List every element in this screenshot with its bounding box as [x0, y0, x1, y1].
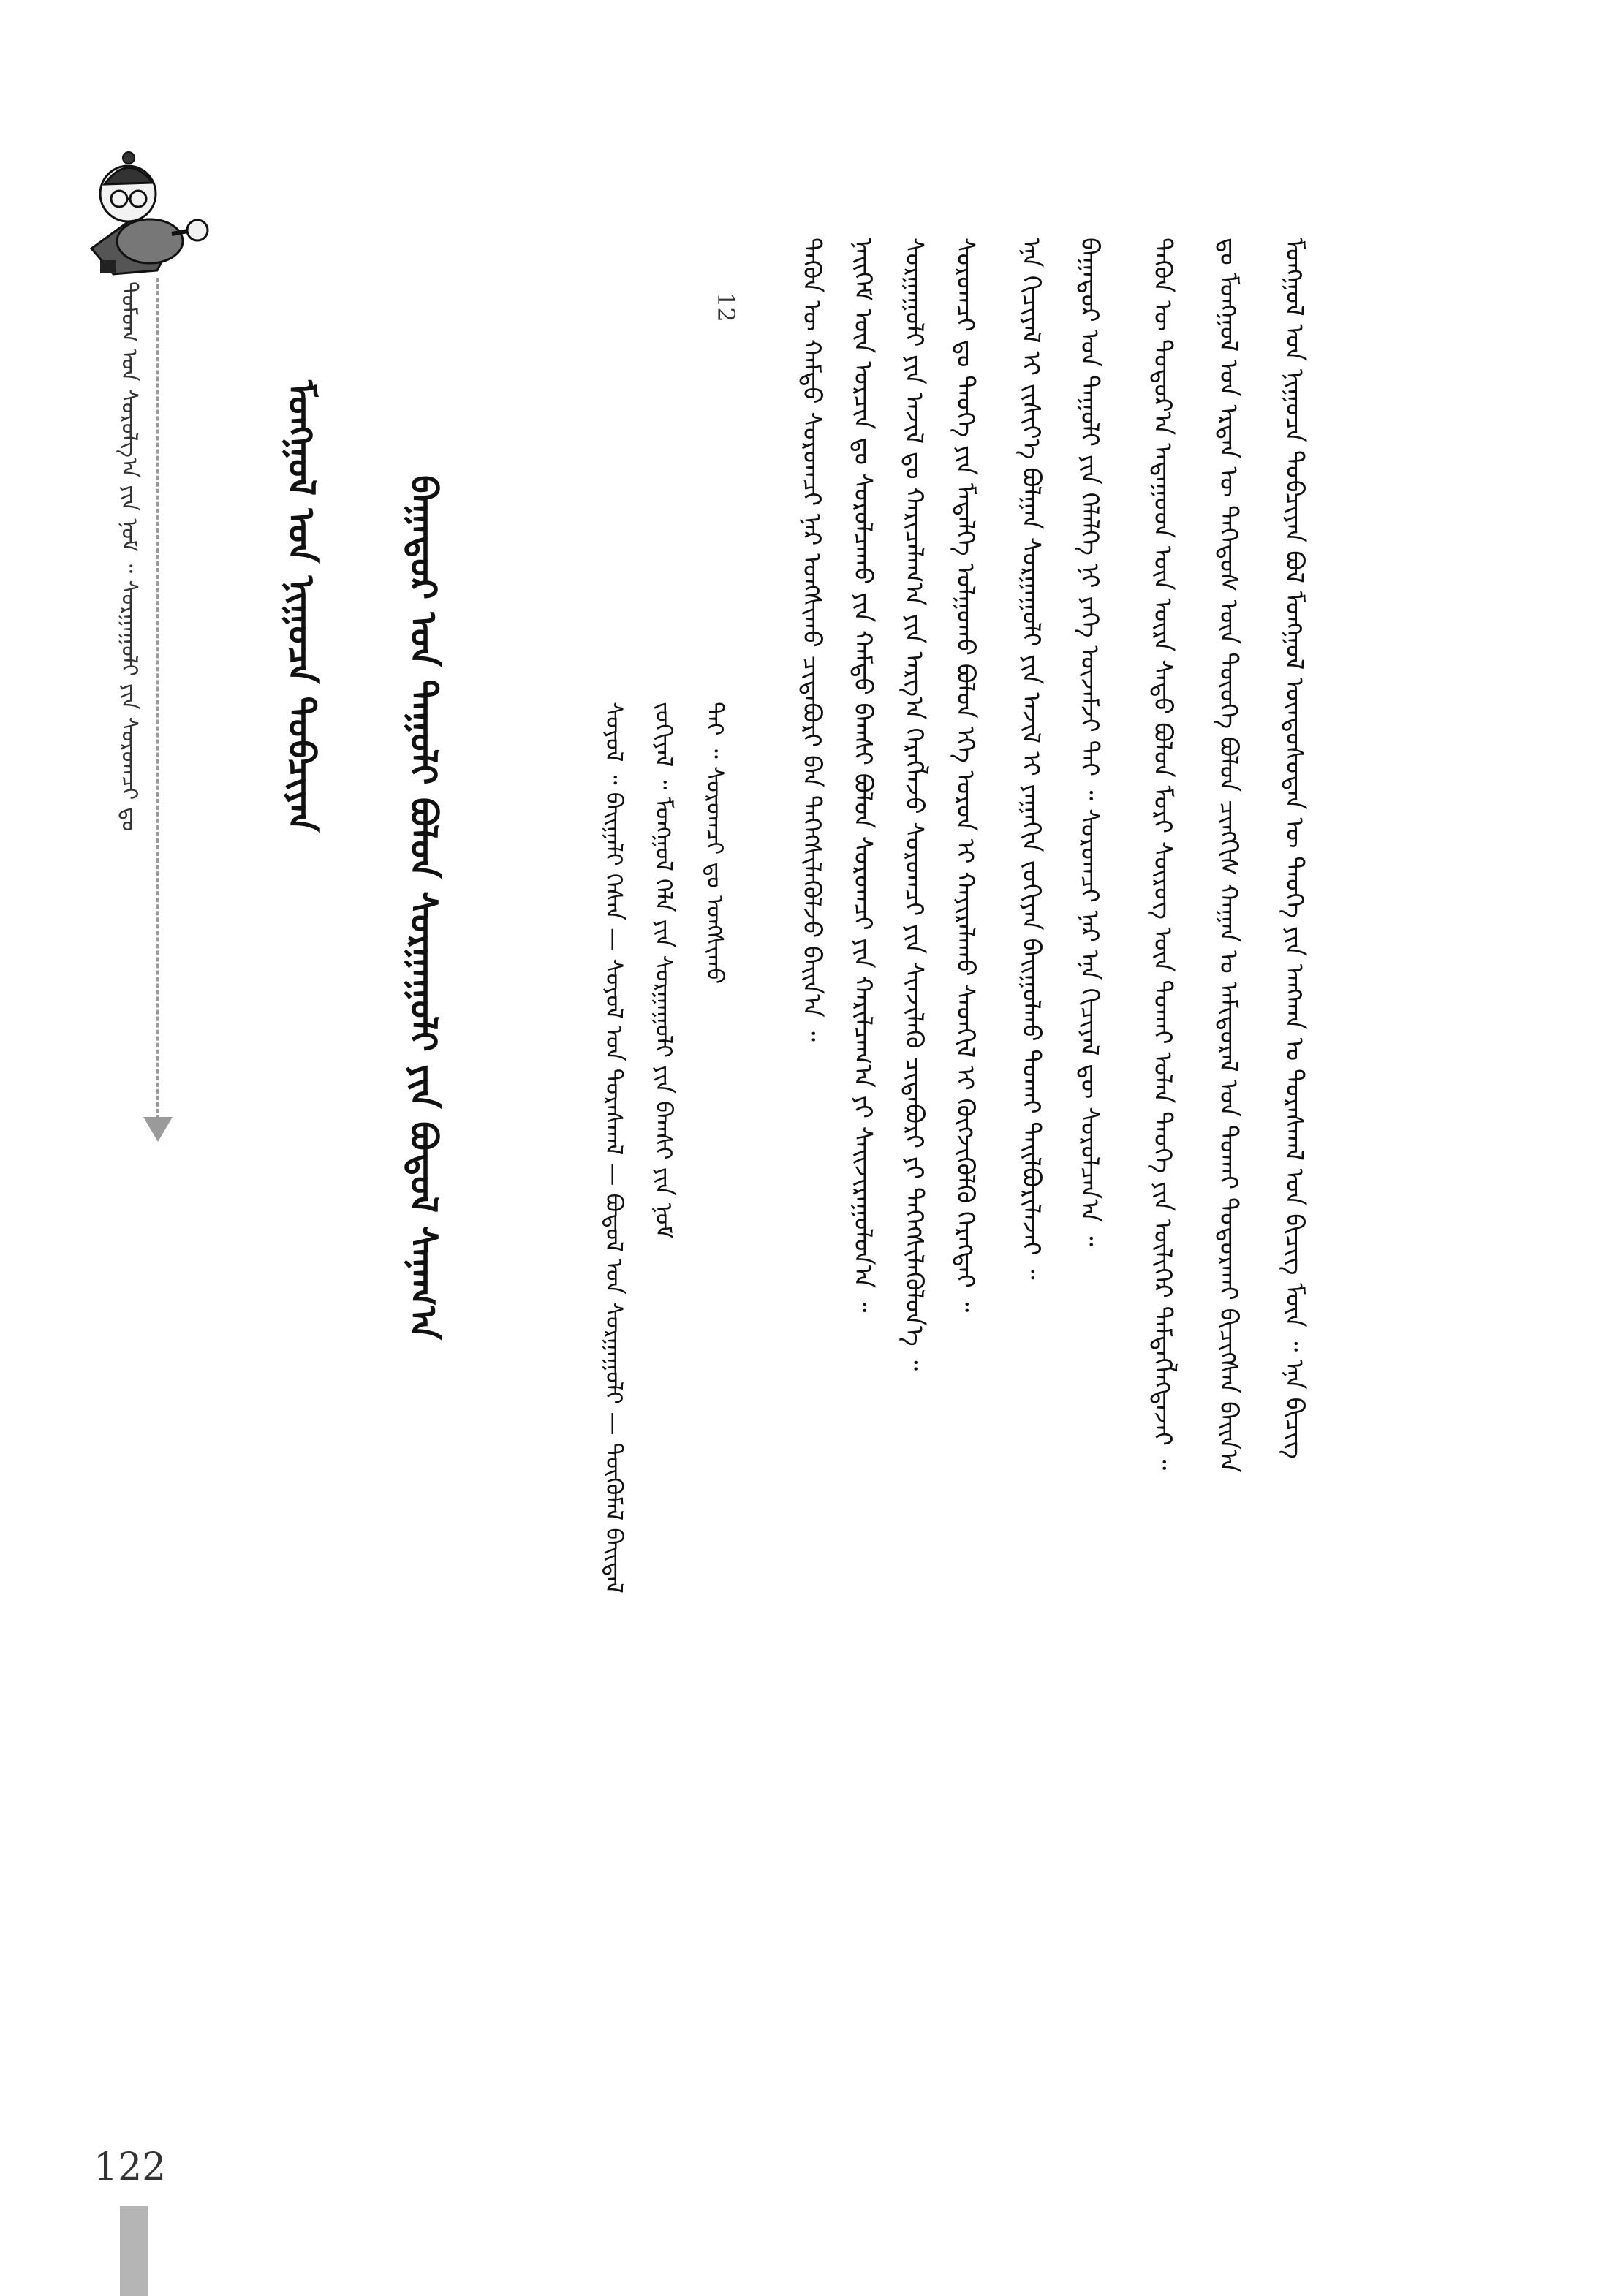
body-column: ᠲᠡᠭᠦᠨ ᠦ ᠳᠣᠲᠣᠷ᠎ᠠ ᠠᠳᠠᠭᠤᠳ ᠦᠨ ᠦᠷᠡ ᠰᠠᠳᠤ ᠪᠣᠯᠤᠨ ᠮᠣᠷᠢ ᠰᠦᠷᠦᠭ ᠦᠨ ᠲᠤᠬᠠᠢ ᠣᠯᠠᠨ ᠲᠡᠦᠬᠡ ᠶᠢᠨ ᠦᠯᠢᠭᠡᠷ ᠲᠡᠮᠳᠡᠭᠯᠡᠭᠳᠡᠵᠡᠢ ᠃	[1148, 238, 1177, 1471]
article-title-line-1: ᠮᠣᠩᠭᠣᠯ ᠤᠨ ᠨᠢᠭᠤᠴᠠ ᠲᠣᠪᠴᠢᠶᠠᠨ	[280, 380, 322, 833]
mascot-illustration	[62, 132, 230, 300]
body-column: ᠰᠤᠷᠭᠠᠭᠤᠯᠢ ᠶᠢᠨ ᠠᠵᠢᠯ ᠳᠤ ᠬᠠᠷᠢᠴᠠᠯᠠᠭ᠎ᠠ ᠶᠢᠨ ᠠᠷᠭ᠎ᠠ ᠬᠡᠷᠡᠭᠯᠡᠵᠦ ᠰᠤᠷᠤᠭᠴᠢ ᠶᠢᠨ ᠰᠢᠨᠵᠢᠯᠡᠬᠦ ᠴᠢᠳᠠᠪᠤᠷᠢ ᠶᠢ ᠳᠡᠭᠡᠭᠰᠢᠯᠡᠭᠦᠯᠦᠨ᠎ᠡ ᠃	[899, 238, 928, 1371]
body-column: ᠪᠠᠭᠠᠲᠤᠷ ᠤᠨ ᠲᠠᠭᠤᠯᠢ ᠶᠢᠨ ᠬᠡᠯᠡᠯᠭᠡ ᠨᠢ ᠶᠡᠬᠡ ᠦᠵᠡᠮᠵᠢ ᠲᠠᠢ ᠃ ᠰᠤᠷᠤᠭᠴᠢ ᠨᠠᠷ ᠡᠨᠡ ᠬᠢᠴᠢᠶᠡᠯ ᠳᠦ ᠰᠤᠷᠤᠯᠴᠠᠨ᠎ᠠ ᠃	[1075, 238, 1104, 1247]
article-author: ᠵᠣᠬᠢᠶᠠᠯ ᠃ ᠮᠣᠩᠭᠣᠯ ᠬᠡᠯᠡ ᠶᠢᠨ ᠰᠤᠷᠭᠠᠭᠤᠯᠢ ᠶᠢᠨ ᠪᠠᠭᠰᠢ ᠶᠢᠨ ᠨᠣᠮ	[650, 702, 678, 1239]
body-column: ᠨᠡᠢᠭᠡᠮ ᠦᠨ ᠣᠷᠴᠢᠨ ᠳᠤ ᠰᠤᠷᠤᠯᠴᠠᠬᠤ ᠶᠢᠨ ᠬᠠᠮᠲᠤ ᠪᠠᠭᠰᠢ ᠪᠣᠯᠤᠨ ᠰᠤᠷᠤᠭᠴᠢ ᠶᠢᠨ ᠬᠠᠷᠢᠯᠴᠠᠭ᠎ᠠ ᠶᠢ ᠰᠠᠢᠵᠢᠷᠠᠭᠤᠯᠤᠨ᠎ᠠ ᠃	[848, 238, 877, 1313]
body-column: ᠰᠤᠷᠤᠭᠴᠢ ᠳᠤ ᠲᠡᠦᠬᠡ ᠶᠢᠨ ᠮᠡᠳᠡᠯᠭᠡ ᠣᠯᠭᠤᠬᠤ ᠪᠣᠯᠤᠨ ᠡᠬᠡ ᠣᠷᠣᠨ ᠢ ᠬᠠᠶᠢᠷᠠᠯᠠᠬᠤ ᠰᠡᠳᠬᠢᠯ ᠢ ᠬᠥᠭᠵᠢᠭᠦᠯᠬᠦ ᠬᠡᠷᠡᠭᠲᠡᠢ ᠃	[950, 238, 980, 1313]
page-edge-tab	[120, 2206, 148, 2296]
triangle-arrow-icon	[143, 1117, 173, 1142]
running-header-title: ᠳᠣᠮᠤᠭ ᠤᠨ ᠰᠤᠷᠤᠯᠭ᠎ᠠ ᠶᠢᠨ ᠨᠣᠮ ᠃ ᠰᠤᠷᠭᠠᠭᠤᠯᠢ ᠶᠢᠨ ᠰᠤᠷᠤᠭᠴᠢ ᠳᠤ	[116, 281, 142, 832]
article-keywords: ᠰᠣᠶᠣᠯ ᠃ ᠪᠠᠢᠭᠠᠯᠢ ᠭᠡᠰᠡᠨ — ᠰᠣᠶᠣᠯ ᠤᠨ ᠳᠤᠷᠠᠰᠬᠠᠯ — ᠪᠣᠳᠣᠯ ᠤᠨ ᠰᠤᠷᠭᠠᠭᠤᠯᠢ — ᠲᠦᠭᠦᠮᠡᠯ ᠪᠠᠢᠳᠠᠯ	[600, 702, 628, 1594]
article-note: ᠲᠠᠢ ᠃ ᠰᠤᠷᠤᠭᠴᠢ ᠳᠤ ᠤᠩᠰᠢᠬᠤ	[701, 702, 729, 985]
footnote-number: 12	[712, 292, 740, 322]
article-title-line-2: ᠪᠠᠭᠠᠲᠤᠷ ᠤᠨ ᠲᠠᠭᠤᠯᠢ ᠪᠣᠯᠤᠨ ᠰᠤᠷᠭᠠᠭᠤᠯᠢ ᠶᠢᠨ ᠪᠣᠳᠣᠯ ᠰᠠᠨᠠᠭ᠎ᠠ	[402, 475, 444, 1340]
page-number: 122	[94, 2145, 167, 2189]
body-column: ᠲᠡᠭᠦᠨ ᠦ ᠬᠠᠮᠲᠤ ᠰᠤᠷᠤᠭᠴᠢ ᠨᠠᠷ ᠤᠩᠰᠢᠬᠤ ᠴᠢᠳᠠᠪᠤᠷᠢ ᠪᠠᠨ ᠳᠡᠭᠡᠭᠰᠢᠯᠡᠭᠦᠯᠵᠦ ᠪᠠᠢᠨ᠎ᠠ ᠃	[797, 238, 826, 1042]
header-dashed-rule	[156, 278, 159, 1133]
body-column: ᠮᠣᠩᠭᠣᠯ ᠤᠨ ᠨᠢᠭᠤᠴᠠ ᠲᠣᠪᠴᠢᠶᠠᠨ ᠪᠣᠯ ᠮᠣᠩᠭᠣᠯ ᠦᠨᠳᠦᠰᠦᠲᠡᠨ ᠦ ᠲᠡᠦᠬᠡ ᠶᠢᠨ ᠠᠩᠬᠠᠨ ᠤ ᠳᠤᠷᠠᠰᠬᠠᠯ ᠤᠨ ᠪᠢᠴᠢᠭ ᠮᠥᠨ ᠃ ᠡᠨᠡ ᠪᠢᠴᠢᠭ	[1279, 238, 1309, 1459]
body-column: ᠳᠤ ᠮᠣᠩᠭᠣᠯ ᠤᠨ ᠡᠷᠲᠡᠨ ᠦ ᠳᠡᠭᠡᠳᠦᠰ ᠦᠨ ᠲᠦᠦᠬᠡ ᠪᠣᠯᠤᠨ ᠴᠢᠩᠭᠢᠰ ᠬᠠᠭᠠᠨ ᠤ ᠠᠮᠢᠳᠤᠷᠠᠯ ᠤᠨ ᠲᠤᠬᠠᠢ ᠲᠣᠳᠣᠷᠬᠠᠢ ᠪᠢᠴᠢᠭᠰᠡᠨ ᠪᠠᠢᠨ᠎ᠠ	[1214, 238, 1243, 1473]
body-column: ᠡᠨᠡ ᠬᠢᠴᠢᠶᠡᠯ ᠢ ᠵᠢᠱᠢᠶ᠎ᠡ ᠪᠣᠯᠭᠠᠨ ᠰᠤᠷᠭᠠᠭᠤᠯᠢ ᠶᠢᠨ ᠠᠵᠢᠯ ᠢ ᠶᠠᠭᠠᠬᠢᠨ ᠵᠣᠬᠢᠶᠠᠨ ᠪᠠᠢᠭᠤᠯᠬᠤ ᠲᠤᠬᠠᠢ ᠲᠠᠢᠯᠪᠤᠷᠢᠯᠠᠵᠠᠢ ᠃	[1016, 238, 1045, 1280]
